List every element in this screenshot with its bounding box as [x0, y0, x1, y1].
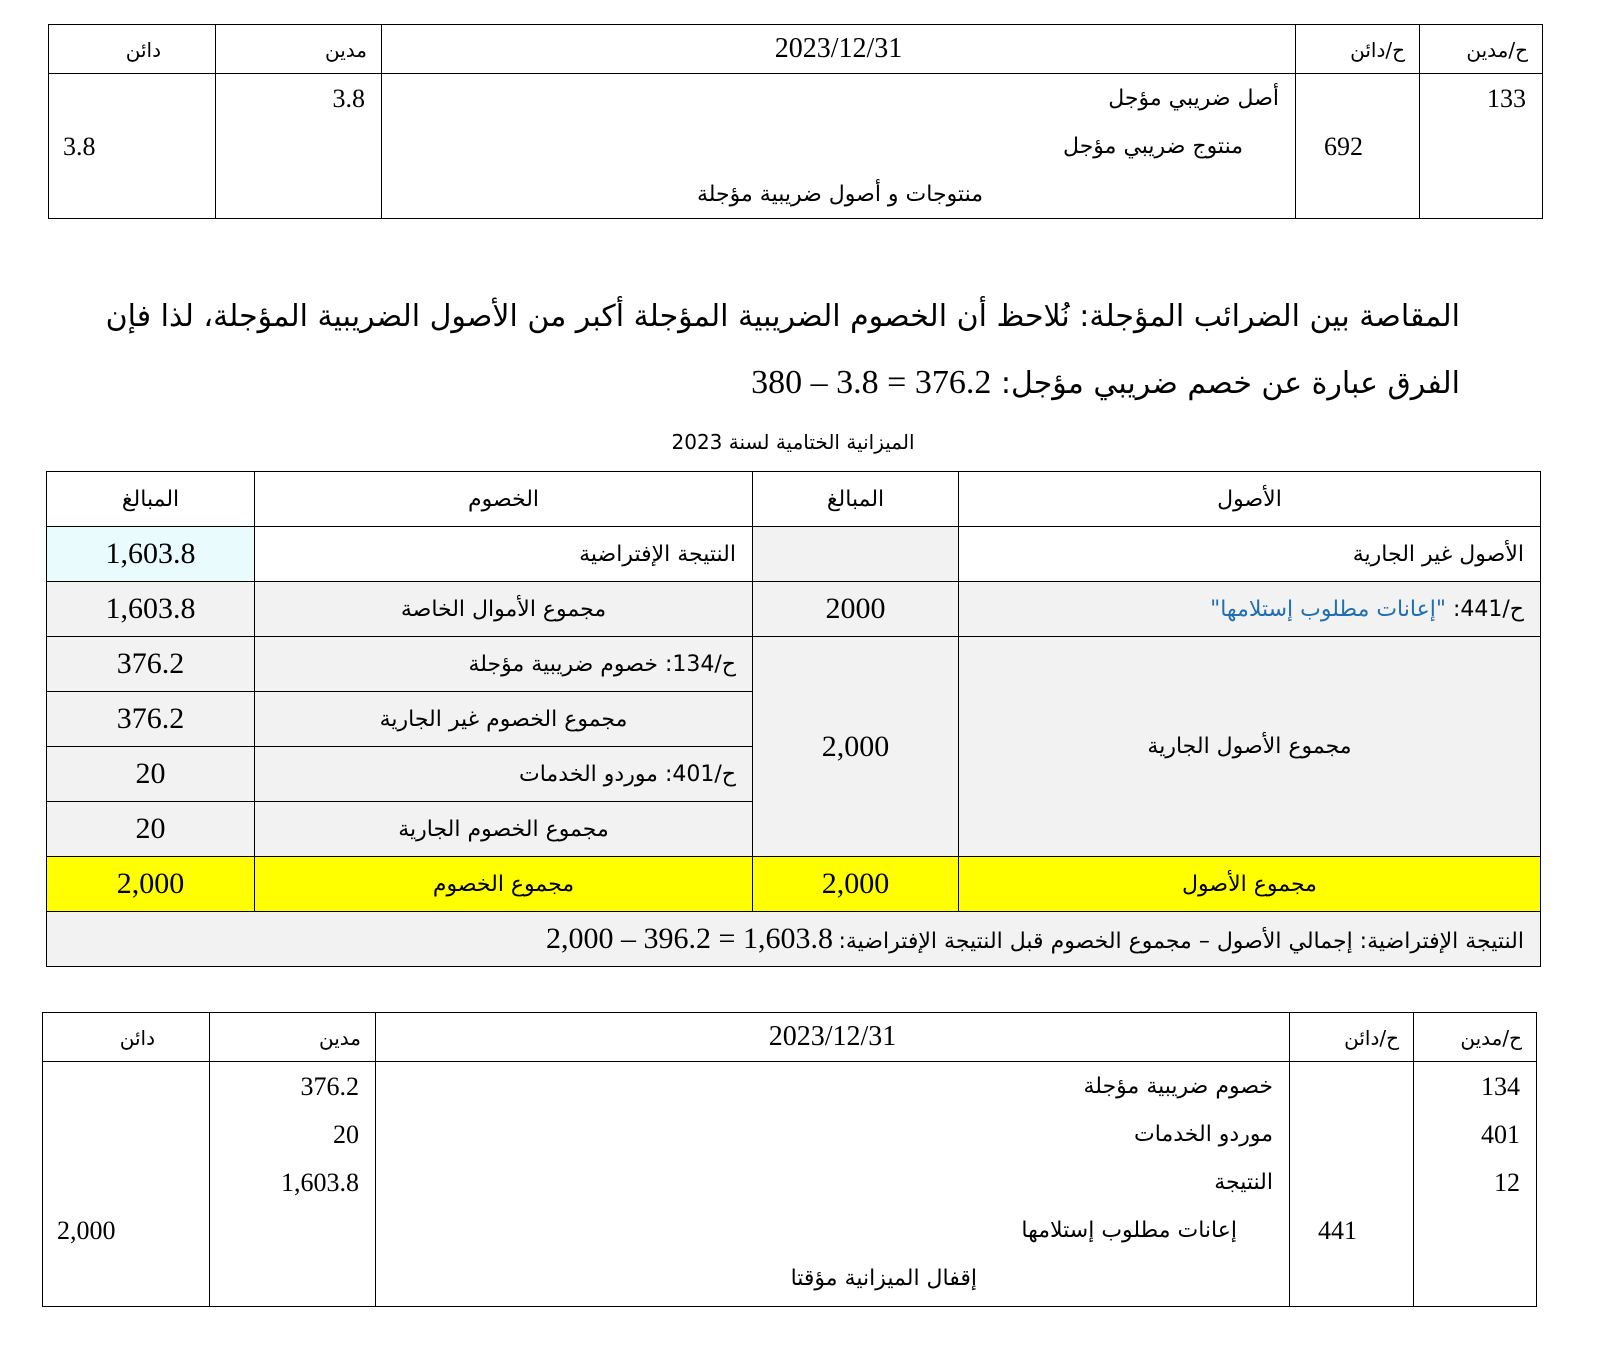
header-debit-account: ح/مدين [1414, 1013, 1537, 1062]
paragraph-line-2 [120, 350, 1460, 417]
debit-amount: 3.8 [332, 84, 365, 113]
header-debit: مدين [210, 1013, 376, 1062]
line-label-0: خصوم ضريبية مؤجلة [1083, 1074, 1273, 1099]
header-date: 2023/12/31 [382, 25, 1296, 74]
liability-label-3: مجموع الخصوم غير الجارية [255, 692, 753, 747]
result-note-formula: 2,000 – 396.2 = 1,603.8 [546, 922, 833, 955]
header-credit: دائن [49, 25, 216, 74]
header-amounts-liabilities: المبالغ [47, 472, 255, 527]
credit-amount-col [43, 1062, 210, 1307]
line-amount-2: 1,603.8 [281, 1168, 359, 1197]
debit-account-no: 133 [1487, 84, 1526, 113]
total-current-assets-label: مجموع الأصول الجارية [959, 637, 1541, 857]
credit-amount: 3.8 [63, 132, 96, 161]
header-debit-account: ح/مدين [1420, 25, 1543, 74]
header-credit-account: ح/دائن [1296, 25, 1420, 74]
line-label-1: موردو الخدمات [1134, 1122, 1273, 1147]
header-date: 2023/12/31 [376, 1013, 1290, 1062]
receivable-label [959, 582, 1541, 637]
debit-amount-col [210, 1062, 376, 1307]
offset-explanation [105, 284, 1460, 417]
line-account-1: 401 [1481, 1120, 1520, 1149]
header-credit-account: ح/دائن [1290, 1013, 1414, 1062]
journal-entry-2 [42, 1012, 1537, 1307]
credit-label: منتوج ضريبي مؤجل [1063, 134, 1243, 159]
header-assets: الأصول [959, 472, 1541, 527]
receivable-prefix: ح/441: [1452, 596, 1524, 622]
debit-account-col [1414, 1062, 1537, 1307]
liability-amount-1: 1,603.8 [47, 582, 255, 637]
debit-label: أصل ضريبي مؤجل [1108, 86, 1279, 111]
header-credit: دائن [43, 1013, 210, 1062]
liability-label-1: مجموع الأموال الخاصة [255, 582, 753, 637]
credit-amount-col [49, 74, 216, 219]
liability-label-5: مجموع الخصوم الجارية [255, 802, 753, 857]
receivable-amount: 2000 [753, 582, 959, 637]
non-current-assets-amount [753, 527, 959, 582]
line-account-2: 12 [1494, 1168, 1520, 1197]
header-liabilities: الخصوم [255, 472, 753, 527]
line-account-0: 134 [1481, 1072, 1520, 1101]
total-liabilities-amount: 2,000 [47, 857, 255, 912]
paragraph-line-2-text: الفرق عبارة عن خصم ضريبي مؤجل: [1000, 366, 1460, 401]
result-note [47, 912, 1541, 967]
total-current-assets-amount: 2,000 [753, 637, 959, 857]
journal-entry-1 [48, 24, 1543, 219]
liability-amount-5: 20 [47, 802, 255, 857]
description-col [376, 1062, 1290, 1307]
debit-account-col [1420, 74, 1543, 219]
line-amount-0: 376.2 [300, 1072, 359, 1101]
balance-sheet-title: الميزانية الختامية لسنة 2023 [671, 430, 915, 454]
liability-label-4: ح/401: موردو الخدمات [255, 747, 753, 802]
debit-amount-col [216, 74, 382, 219]
paragraph-formula: 380 – 3.8 = 376.2 [751, 364, 992, 401]
memo: إقفال الميزانية مؤقتا [790, 1266, 977, 1291]
credit-line-amount: 2,000 [57, 1216, 116, 1245]
total-liabilities-label: مجموع الخصوم [255, 857, 753, 912]
credit-account-col [1296, 74, 1420, 219]
liability-amount-3: 376.2 [47, 692, 255, 747]
credit-account-col [1290, 1062, 1414, 1307]
total-assets-label: مجموع الأصول [959, 857, 1541, 912]
memo: منتوجات و أصول ضريبية مؤجلة [696, 182, 983, 207]
liability-label-0: النتيجة الإفتراضية [255, 527, 753, 582]
liability-amount-4: 20 [47, 747, 255, 802]
line-label-2: النتيجة [1214, 1170, 1273, 1195]
header-amounts-assets: المبالغ [753, 472, 959, 527]
result-note-text: النتيجة الإفتراضية: إجمالي الأصول – مجموع الخصوم قبل النتيجة الإفتراضية: [838, 929, 1524, 954]
credit-line-account: 441 [1318, 1216, 1357, 1245]
receivable-link[interactable]: "إعانات مطلوب إستلامها" [1210, 596, 1446, 622]
description-col [382, 74, 1296, 219]
credit-account-no: 692 [1324, 132, 1363, 161]
liability-amount-0: 1,603.8 [47, 527, 255, 582]
liability-amount-2: 376.2 [47, 637, 255, 692]
total-assets-amount: 2,000 [753, 857, 959, 912]
credit-line-label: إعانات مطلوب إستلامها [1021, 1218, 1237, 1243]
paragraph-line-1: المقاصة بين الضرائب المؤجلة: نُلاحظ أن الخصوم الضريبية المؤجلة أكبر من الأصول الضريبية المؤجلة، لذا فإن [105, 299, 1460, 334]
non-current-assets-label: الأصول غير الجارية [959, 527, 1541, 582]
balance-sheet [46, 471, 1541, 967]
header-debit: مدين [216, 25, 382, 74]
line-amount-1: 20 [333, 1120, 359, 1149]
liability-label-2: ح/134: خصوم ضريبية مؤجلة [255, 637, 753, 692]
